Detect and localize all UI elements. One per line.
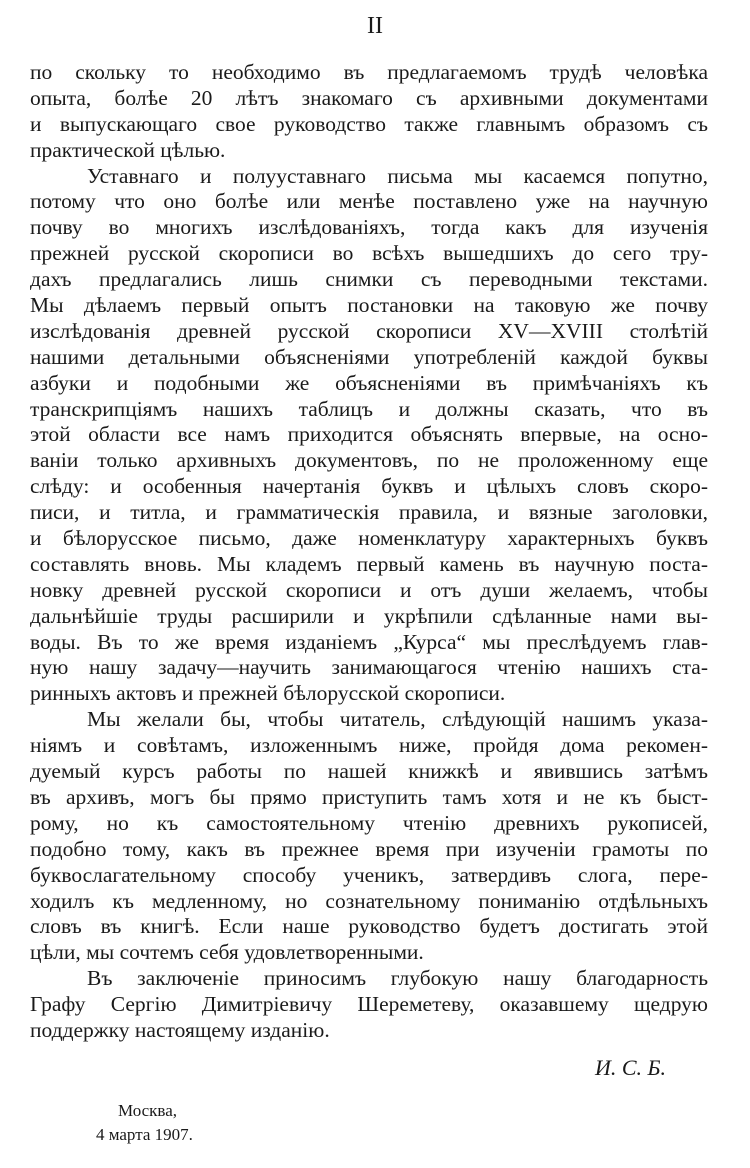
text-line: Уставнаго и полууставнаго письма мы касаемся попутно, bbox=[87, 163, 708, 188]
text-line: дальнѣйшіе труды расширили и укрѣпили сдѣланные нами вы- bbox=[30, 603, 708, 628]
text-line: воды. Въ то же время изданіемъ „Курса“ мы преслѣдуемъ глав- bbox=[30, 629, 708, 654]
paragraph bbox=[30, 707, 708, 966]
page-number: II bbox=[367, 13, 383, 39]
text-line: ринныхъ актовъ и прежней бѣлорусской скорописи. bbox=[30, 681, 506, 706]
text-line: буквослагательному способу ученикъ, затвердивъ слога, пере- bbox=[30, 862, 708, 887]
text-line: ную нашу задачу—научить занимающагося чтенію нашихъ ста- bbox=[30, 655, 708, 680]
text-line: ваніи только архивныхъ документовъ, по не проложенному еще bbox=[30, 448, 708, 473]
text-line: словъ въ книгѣ. Если наше руководство будетъ достигать этой bbox=[30, 914, 708, 939]
text-line: транскрипціямъ нашихъ таблицъ и должны сказать, что въ bbox=[30, 396, 708, 421]
text-line: рому, но къ самостоятельному чтенію древнихъ рукописей, bbox=[30, 810, 708, 835]
text-line: опыта, болѣе 20 лѣтъ знакомаго съ архивными документами bbox=[30, 85, 708, 110]
text-line: новку древней русской скорописи и отъ души желаемъ, чтобы bbox=[30, 577, 708, 602]
text-line: ніямъ и совѣтамъ, изложеннымъ ниже, пройдя дома рекомен- bbox=[30, 733, 708, 758]
text-line: Мы желали бы, чтобы читатель, слѣдующій нашимъ указа- bbox=[87, 707, 708, 732]
text-line: поддержку настоящему изданію. bbox=[30, 1017, 330, 1042]
text-line: подобно тому, какъ въ прежнее время при изученіи грамоты по bbox=[30, 836, 708, 861]
body-text bbox=[30, 60, 708, 1044]
text-line: азбуки и подобными же объясненіями въ примѣчаніяхъ къ bbox=[30, 370, 708, 395]
text-line: и бѣлорусское письмо, даже номенклатуру характерныхъ буквъ bbox=[30, 526, 708, 551]
text-line: въ архивъ, могъ бы прямо приступить тамъ хотя и не къ быст- bbox=[30, 784, 708, 809]
paragraph bbox=[30, 60, 708, 164]
text-line: Мы дѣлаемъ первый опытъ постановки на таковую же почву bbox=[30, 293, 708, 318]
text-line: составлять вновь. Мы кладемъ первый камень въ научную поста- bbox=[30, 551, 708, 576]
text-line: по скольку то необходимо въ предлагаемомъ трудѣ человѣка bbox=[30, 60, 708, 84]
place: Москва, bbox=[118, 1101, 178, 1120]
paragraph bbox=[30, 164, 708, 708]
text-line: почву во многихъ изслѣдованіяхъ, тогда какъ для изученія bbox=[30, 215, 708, 240]
text-line: Графу Сергію Димитріевичу Шереметеву, оказавшему щедрую bbox=[30, 992, 708, 1017]
text-line: дуемый курсъ работы по нашей книжкѣ и явившись затѣмъ bbox=[30, 759, 708, 784]
text-line: потому что оно болѣе или менѣе поставлено уже на научную bbox=[30, 189, 708, 214]
text-line: и выпускающаго свое руководство также главнымъ образомъ съ bbox=[30, 111, 708, 136]
paragraph bbox=[30, 966, 708, 1044]
place-and-date bbox=[96, 1099, 193, 1147]
text-line: практической цѣлью. bbox=[30, 137, 226, 162]
text-line: цѣли, мы сочтемъ себя удовлетворенными. bbox=[30, 940, 424, 965]
author-initials: И. С. Б. bbox=[594, 1055, 666, 1080]
text-line: писи, и титла, и грамматическія правила, и вязные заголовки, bbox=[30, 500, 708, 525]
text-line: Въ заключеніе приносимъ глубокую нашу благодарность bbox=[87, 966, 708, 991]
text-line: изслѣдованія древней русской скорописи XV—XVIII столѣтій bbox=[30, 318, 708, 343]
text-line: этой области все намъ приходится объяснять впервые, на осно- bbox=[30, 422, 708, 447]
text-line: слѣду: и особенныя начертанія буквъ и цѣлыхъ словъ скоро- bbox=[30, 474, 708, 499]
text-line: ходилъ къ медленному, но сознательному пониманію отдѣльныхъ bbox=[30, 888, 708, 913]
text-line: нашими детальными объясненіями употребленій каждой буквы bbox=[30, 344, 708, 369]
text-line: прежней русской скорописи во всѣхъ вышедшихъ до сего тру- bbox=[30, 241, 708, 266]
date: 4 марта 1907. bbox=[96, 1125, 193, 1144]
text-line: дахъ предлагались лишь снимки съ переводными текстами. bbox=[30, 267, 708, 292]
